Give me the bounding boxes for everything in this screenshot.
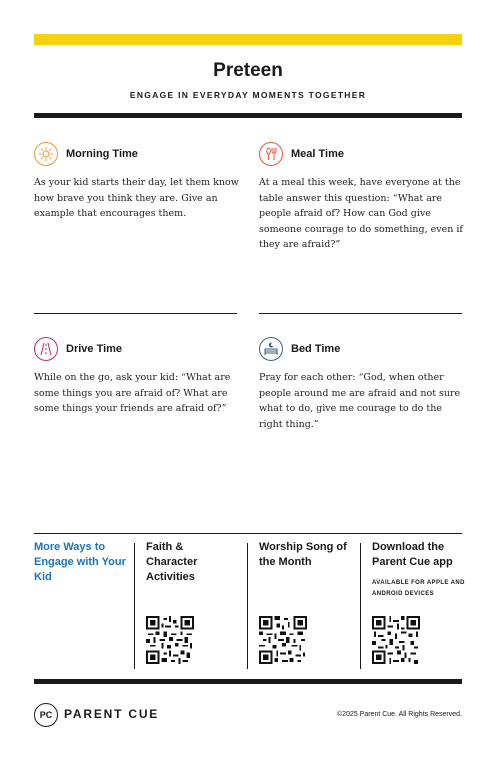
road-icon (34, 337, 58, 361)
footer-bottom-divider (34, 679, 462, 684)
drive-time-section (34, 337, 239, 417)
app-availability-note: AVAILABLE FOR APPLE AND ANDROID DEVICES (372, 580, 465, 597)
drive-time-title: Drive Time (66, 343, 123, 355)
qr-code-app[interactable] (372, 616, 420, 664)
bed-time-title: Bed Time (291, 343, 341, 355)
footer-divider-3 (360, 543, 361, 669)
page-title: Preteen (213, 60, 283, 81)
parent-cue-logo-icon: PC (34, 703, 58, 727)
section-divider-right (259, 313, 462, 314)
faith-activities-block (146, 540, 236, 585)
copyright-notice: ©2025 Parent Cue. All Rights Reserved. (336, 711, 462, 718)
qr-code-worship[interactable] (259, 616, 307, 664)
app-download-heading: Download the Parent Cue app (372, 541, 453, 568)
bed-moon-icon (259, 337, 283, 361)
drive-time-text: While on the go, ask your kid: “What are some things you are afraid of? What are some things your friends are afraid of?” (34, 372, 231, 414)
bed-time-text: Pray for each other: “God, when other people around me are afraid and not sure what to do, give me courage to do the right thing.” (259, 372, 461, 430)
section-divider-left (34, 313, 237, 314)
qr-code-faith[interactable] (146, 616, 194, 664)
footer-top-divider (34, 533, 462, 534)
app-download-block (372, 540, 467, 600)
more-ways-heading: More Ways to Engage with Your Kid (34, 541, 126, 583)
morning-time-section (34, 142, 239, 222)
utensils-icon (259, 142, 283, 166)
sun-icon (34, 142, 58, 166)
footer-divider-1 (134, 543, 135, 669)
more-ways-block (34, 540, 126, 585)
bed-time-section (259, 337, 464, 432)
meal-time-text: At a meal this week, have everyone at the table answer this question: “What are people afraid of? How can God give someone courage to do something, even if they are afraid?” (259, 177, 463, 250)
footer-divider-2 (247, 543, 248, 669)
header-divider (34, 113, 462, 118)
page-subtitle: ENGAGE IN EVERYDAY MOMENTS TOGETHER (129, 90, 367, 100)
worship-song-block (259, 540, 351, 570)
meal-time-title: Meal Time (291, 148, 344, 160)
faith-activities-heading: Faith & Character Activities (146, 541, 198, 583)
header-accent-bar (34, 34, 462, 45)
parent-cue-wordmark: PARENT CUE (64, 707, 160, 721)
worship-song-heading: Worship Song of the Month (259, 541, 347, 568)
morning-time-text: As your kid starts their day, let them know how brave you think they are. Give an example that encourages them. (34, 177, 239, 219)
morning-time-title: Morning Time (66, 148, 138, 160)
meal-time-section (259, 142, 464, 253)
